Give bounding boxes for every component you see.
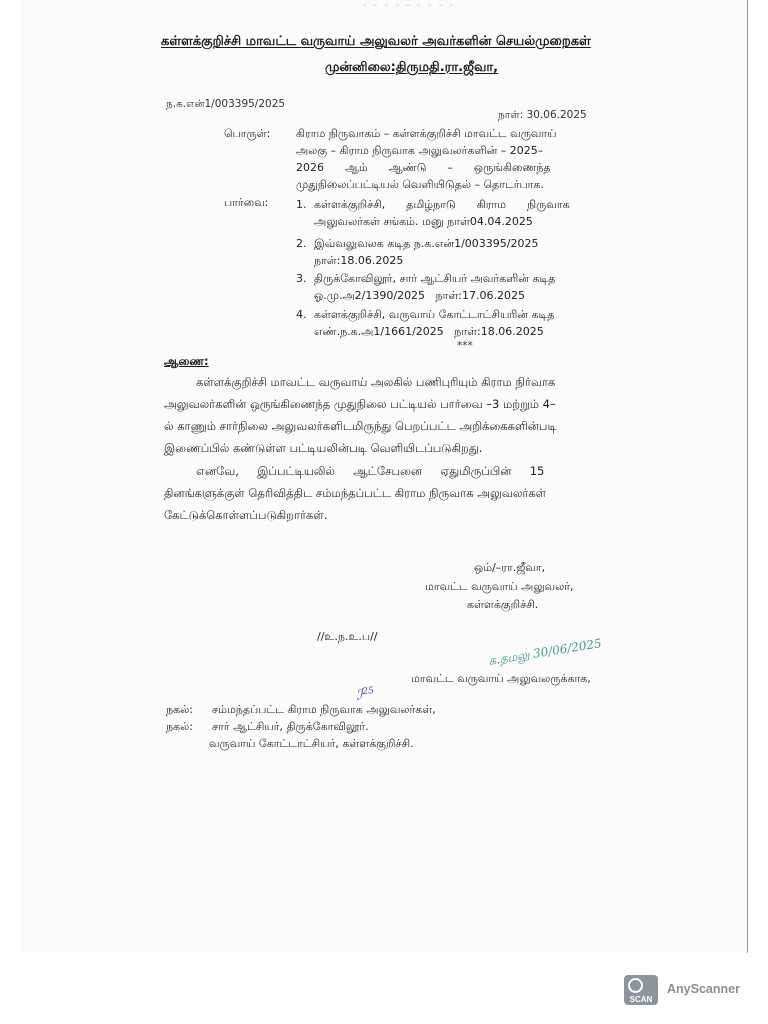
subject-line: அலகு – கிராம நிருவாக அலுவலர்களின் – 2025– bbox=[296, 144, 544, 157]
for-officer-line: மாவட்ட வருவாய் அலுவலருக்காக, bbox=[411, 672, 591, 685]
reference-text: கள்ளக்குறிச்சி, வருவாய் கோட்டாட்சியரின் கடித bbox=[314, 308, 555, 321]
subject-line: 2026 ஆம் ஆண்டு – ஒருங்கிணைந்த bbox=[296, 161, 551, 174]
reference-label: பார்வை: bbox=[224, 196, 269, 209]
reference-number-label: 1. bbox=[296, 198, 307, 211]
initial-scribble: ℐ bbox=[355, 686, 364, 704]
copy-recipient: சார் ஆட்சியர், திருக்கோவிலூர். bbox=[212, 720, 369, 733]
document-date: நாள்: 30.06.2025 bbox=[498, 109, 587, 121]
document-title: கள்ளக்குறிச்சி மாவட்ட வருவாய் அலுவலர் அவர்களின் செயல்முறைகள் bbox=[161, 34, 591, 49]
handwritten-date-stamp: க.தமலு 30/06/2025 bbox=[487, 636, 603, 668]
reference-text: திருக்கோவிலூர், சார் ஆட்சியர் அவர்களின் கடித bbox=[314, 272, 556, 285]
scanner-logo-icon: SCAN bbox=[624, 975, 658, 1005]
copy-recipient: வருவாய் கோட்டாட்சியர், கள்ளக்குறிச்சி. bbox=[209, 737, 414, 750]
reference-item bbox=[296, 235, 636, 271]
reference-text: கள்ளக்குறிச்சி, தமிழ்நாடு கிராம நிருவாக bbox=[314, 198, 570, 211]
handwritten-initial bbox=[355, 685, 375, 703]
order-paragraph-line: ல் காணும் சார்நிலை அலுவலர்களிடமிருந்து பெறப்பட்ட அறிக்கைகளின்படி bbox=[164, 419, 557, 433]
subject-line: கிராம நிருவாகம் – கள்ளக்குறிச்சி மாவட்ட வருவாய் bbox=[296, 127, 557, 140]
order-paragraph-line: கேட்டுக்கொள்ளப்படுகிறார்கள். bbox=[164, 508, 328, 522]
reference-text: நாள்:18.06.2025 bbox=[314, 254, 404, 267]
subject-line: முதுநிலைப்பட்டியல் வெளியிடுதல் – தொடர்பாக. bbox=[296, 178, 544, 191]
faint-top-marks: ‐ ‐ ‐ ‐ ‐ ‐ ‐ ‐ ‐ bbox=[363, 0, 455, 11]
subject-label: பொருள்: bbox=[224, 127, 271, 140]
order-paragraph-line: எனவே, இப்பட்டியலில் ஆட்சேபனை ஏதுமிருப்பின் 15 bbox=[196, 464, 545, 478]
copy-label: நகல்: bbox=[166, 703, 193, 716]
presiding-officer: முன்னிலை:திருமதி.ரா.ஜீவா, bbox=[325, 60, 499, 75]
separator: *** bbox=[457, 340, 473, 352]
signature-name: ஒம்/–ரா.ஜீவா, bbox=[474, 561, 546, 574]
reference-item bbox=[296, 306, 636, 342]
initial-number: 25 bbox=[361, 685, 375, 698]
signature-place: கள்ளக்குறிச்சி. bbox=[467, 598, 539, 611]
reference-text: அலுவலர்கள் சங்கம். மனு நாள்04.04.2025 bbox=[314, 215, 533, 228]
reference-number-label: 2. bbox=[296, 237, 307, 250]
order-paragraph-line: இணைப்பில் கண்டுள்ள பட்டியலின்படி வெளியிடப்படுகிறது. bbox=[164, 441, 483, 455]
copy-recipient: சம்மந்தப்பட்ட கிராம நிருவாக அலுவலர்கள், bbox=[212, 703, 436, 716]
order-paragraph-line: அலுவலர்களின் ஒருங்கிணைந்த முதுநிலை பட்டியல் பார்வை –3 மற்றும் 4– bbox=[164, 397, 556, 411]
copy-label: நகல்: bbox=[166, 720, 193, 733]
reference-text: இவ்வலுவலக கடித ந.க.என்1/003395/2025 bbox=[314, 237, 539, 250]
reference-text: எண்.ந.க.அ1/1661/2025 நாள்:18.06.2025 bbox=[314, 325, 544, 338]
reference-number-label: 3. bbox=[296, 272, 307, 285]
signature-designation: மாவட்ட வருவாய் அலுவலர், bbox=[425, 580, 574, 593]
true-copy-mark: //உ.ந.உ.ப// bbox=[317, 630, 378, 643]
scanner-app-name: AnyScanner bbox=[667, 982, 740, 996]
reference-item bbox=[296, 270, 636, 306]
reference-number-label: 4. bbox=[296, 308, 307, 321]
reference-number: ந.க.என்1/003395/2025 bbox=[166, 98, 286, 110]
order-heading: ஆணை: bbox=[164, 354, 209, 368]
order-paragraph-line: தினங்களுக்குள் தெரிவித்திட சம்மந்தப்பட்ட கிராம நிருவாக அலுவலர்கள் bbox=[164, 486, 547, 500]
reference-text: ஓ.மு.அ2/1390/2025 நாள்:17.06.2025 bbox=[314, 289, 525, 302]
reference-item bbox=[296, 196, 636, 232]
order-paragraph-line: கள்ளக்குறிச்சி மாவட்ட வருவாய் அலகில் பணிபுரியும் கிராம நிர்வாக bbox=[196, 375, 556, 389]
